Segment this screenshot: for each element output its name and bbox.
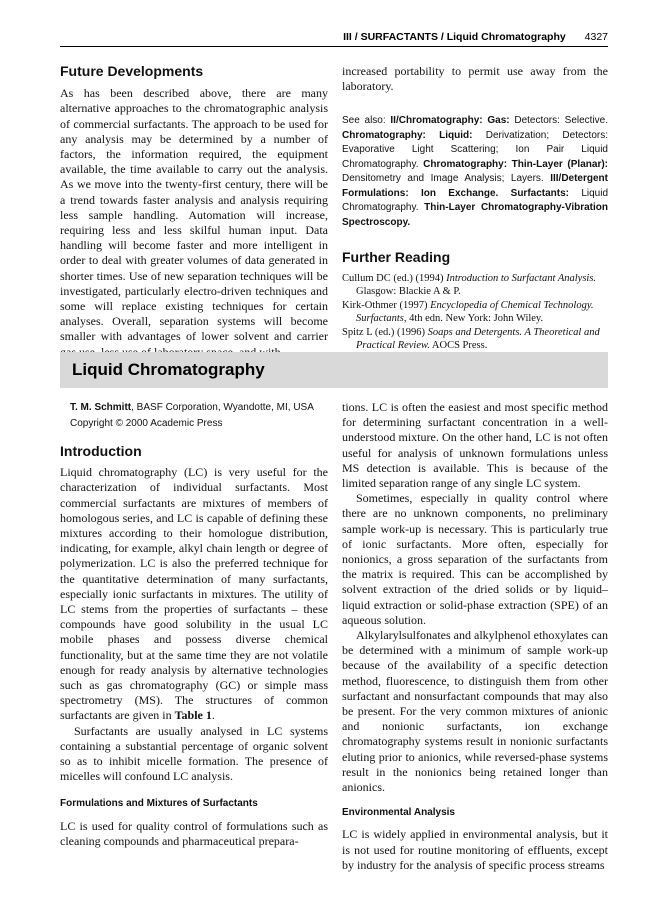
- body-paragraph: tions. LC is often the easiest and most specific method for determining surfactant concentration in a well-understood mixture. On the other hand, LC is not often useful for analysis of unknown formulations unless MS detection is available. This is because of the limited separation range of any single LC system.: [342, 400, 608, 491]
- reference-item: [342, 272, 608, 299]
- future-developments-heading: Future Developments: [60, 63, 204, 79]
- see-also-link[interactable]: II/Chromatography: Gas:: [390, 115, 510, 127]
- lower-left-column: [60, 400, 328, 849]
- upper-right-column: [342, 64, 608, 353]
- table-reference-link[interactable]: Table 1: [174, 708, 212, 723]
- environmental-analysis-heading: Environmental Analysis: [342, 807, 455, 819]
- see-also-label: See also:: [342, 115, 386, 127]
- environmental-paragraph: LC is widely applied in environmental analysis, but it is not used for routine monitoring of effluents, except by industry for the analysis of specific process streams: [342, 827, 608, 872]
- page-number: 4327: [584, 31, 608, 43]
- reference-authors: Cullum DC (ed.) (1994): [342, 272, 447, 284]
- introduction-paragraph: Surfactants are usually analysed in LC systems containing a substantial percentage of organic solvent so as to inhibit micelle formation. The presence of micelles will confound LC analysis.: [60, 723, 328, 784]
- author-affiliation: , BASF Corporation, Wyandotte, MI, USA: [131, 402, 314, 413]
- see-also-text: Liquid Chromatography.: [342, 187, 609, 214]
- author-name: T. M. Schmitt: [70, 402, 132, 413]
- see-also-link[interactable]: Chromatography: Liquid:: [342, 129, 473, 141]
- running-header: [60, 30, 608, 47]
- see-also-link[interactable]: III/Detergent Formulations: Ion Exchange. Surfactants:: [342, 173, 608, 199]
- see-also-link[interactable]: Chromatography: Thin-Layer (Planar):: [423, 158, 608, 170]
- see-also-block: [342, 114, 608, 230]
- reference-title: Soaps and Detergents. A Theoretical and Practical Review.: [356, 326, 600, 352]
- reference-title: Introduction to Surfactant Analysis.: [446, 272, 597, 284]
- reference-authors: Kirk-Othmer (1997): [342, 299, 431, 311]
- running-title: III / SURFACTANTS / Liquid Chromatography: [343, 31, 566, 43]
- introduction-heading: Introduction: [60, 443, 142, 459]
- see-also-text: Densitometry and Image Analysis; Layers.: [342, 173, 551, 185]
- reference-publisher: AOCS Press.: [429, 340, 488, 352]
- body-paragraph: Alkylarylsulfonates and alkylphenol ethoxylates can be determined with a minimum of sample work-up because of the availability of a specific detection method, fluorescence, to distinguish them from other surfactant and nonsurfactant compounds that may also be present. For the very common mixtures of anionic and nonionic surfactants, ion exchange chromatography systems result in nonionic surfactants eluting prior to anionics, while reversed-phase systems result in the nonionics being retained longer than anionics.: [342, 628, 608, 795]
- copyright-line: Copyright © 2000 Academic Press: [70, 418, 223, 429]
- reference-item: [342, 326, 608, 353]
- future-developments-text: As has been described above, there are many alternative approaches to the chromatographic analysis of commercial surfactants. The approach to be used for any analysis may be determined by a number of factors, the information required, the equipment available, the time available to carry out the analysis. As we move into the twenty-first century, there will be a trend towards faster analysis and analysis requiring less sample handling. Automation will increase, requiring less and less skilful human input. Data handling will become faster and more intelligent in order to deal with greater volumes of data generated in shorter times. Use of new separation techniques will be investigated, particularly electro-driven techniques and some will replace existing techniques for certain analyses. Overall, separation systems will become smaller with advantages of lower solvent and carrier: [60, 86, 328, 344]
- reference-item: [342, 299, 608, 326]
- see-also-text: Derivatization; Detectors: Evaporative Light Scattering; Ion Pair Liquid Chromatography.: [342, 129, 608, 170]
- reference-list: [342, 272, 608, 353]
- formulations-heading: Formulations and Mixtures of Surfactants: [60, 798, 258, 810]
- article-title-banner: [60, 352, 608, 388]
- formulations-paragraph: LC is used for quality control of formulations such as cleaning compounds and pharmaceutical prepara-: [60, 818, 328, 848]
- reference-publisher: 4th edn. New York: John Wiley.: [406, 313, 544, 325]
- article-title: Liquid Chromatography: [72, 360, 265, 379]
- reference-publisher: Glasgow: Blackie A & P.: [356, 286, 461, 298]
- see-also-text: Detectors: Selective.: [509, 115, 609, 127]
- see-also-link[interactable]: Thin-Layer Chromatography-Vibration Spectroscopy.: [342, 202, 608, 228]
- body-paragraph: Sometimes, especially in quality control where there are no unknown components, no preliminary sample work-up is necessary. This is particularly true of ionic surfactants. More often, especially for nonionics, a gross separation of the surfactants from the matrix is required. This can be accomplished by solvent extraction of the dried solids or by liquid–liquid extraction or solid-phase extraction (SPE) of an aqueous solution.: [342, 491, 608, 627]
- further-reading-heading: Further Reading: [342, 249, 451, 266]
- upper-left-column: [60, 64, 328, 360]
- reference-title: Encyclopedia of Chemical Technology. Surfactants,: [356, 299, 594, 325]
- introduction-text-end: .: [211, 708, 215, 723]
- lower-right-column: [342, 400, 608, 873]
- author-line: [60, 400, 328, 416]
- reference-authors: Spitz L (ed.) (1996): [342, 326, 428, 338]
- introduction-text: Liquid chromatography (LC) is very useful for the characterization of individual surfactants. Most commercial surfactants are mixtures of members of homologous series, and LC is capable of defining these mixtures according to their homologue distribution, indicating, for example, alkyl chain length or degree of polymerization. LC is also the preferred technique for the quantitative determination of many surfactants, especially ionic surfactants in mixtures. The utility of LC stems from the properties of surfactants – these compounds have good solubility in the usual LC mobile phases and possess diverse chemical functionality, but at the same time they are not volatile enough for ready analysis by alternative technologies such as gas chromatography (GC) or simple mass spectrometry (MS). The structures of common surfactants are given in: [60, 465, 328, 723]
- introduction-paragraph: [60, 465, 328, 723]
- future-continuation-text: increased portability to permit use away from the laboratory.: [342, 64, 608, 94]
